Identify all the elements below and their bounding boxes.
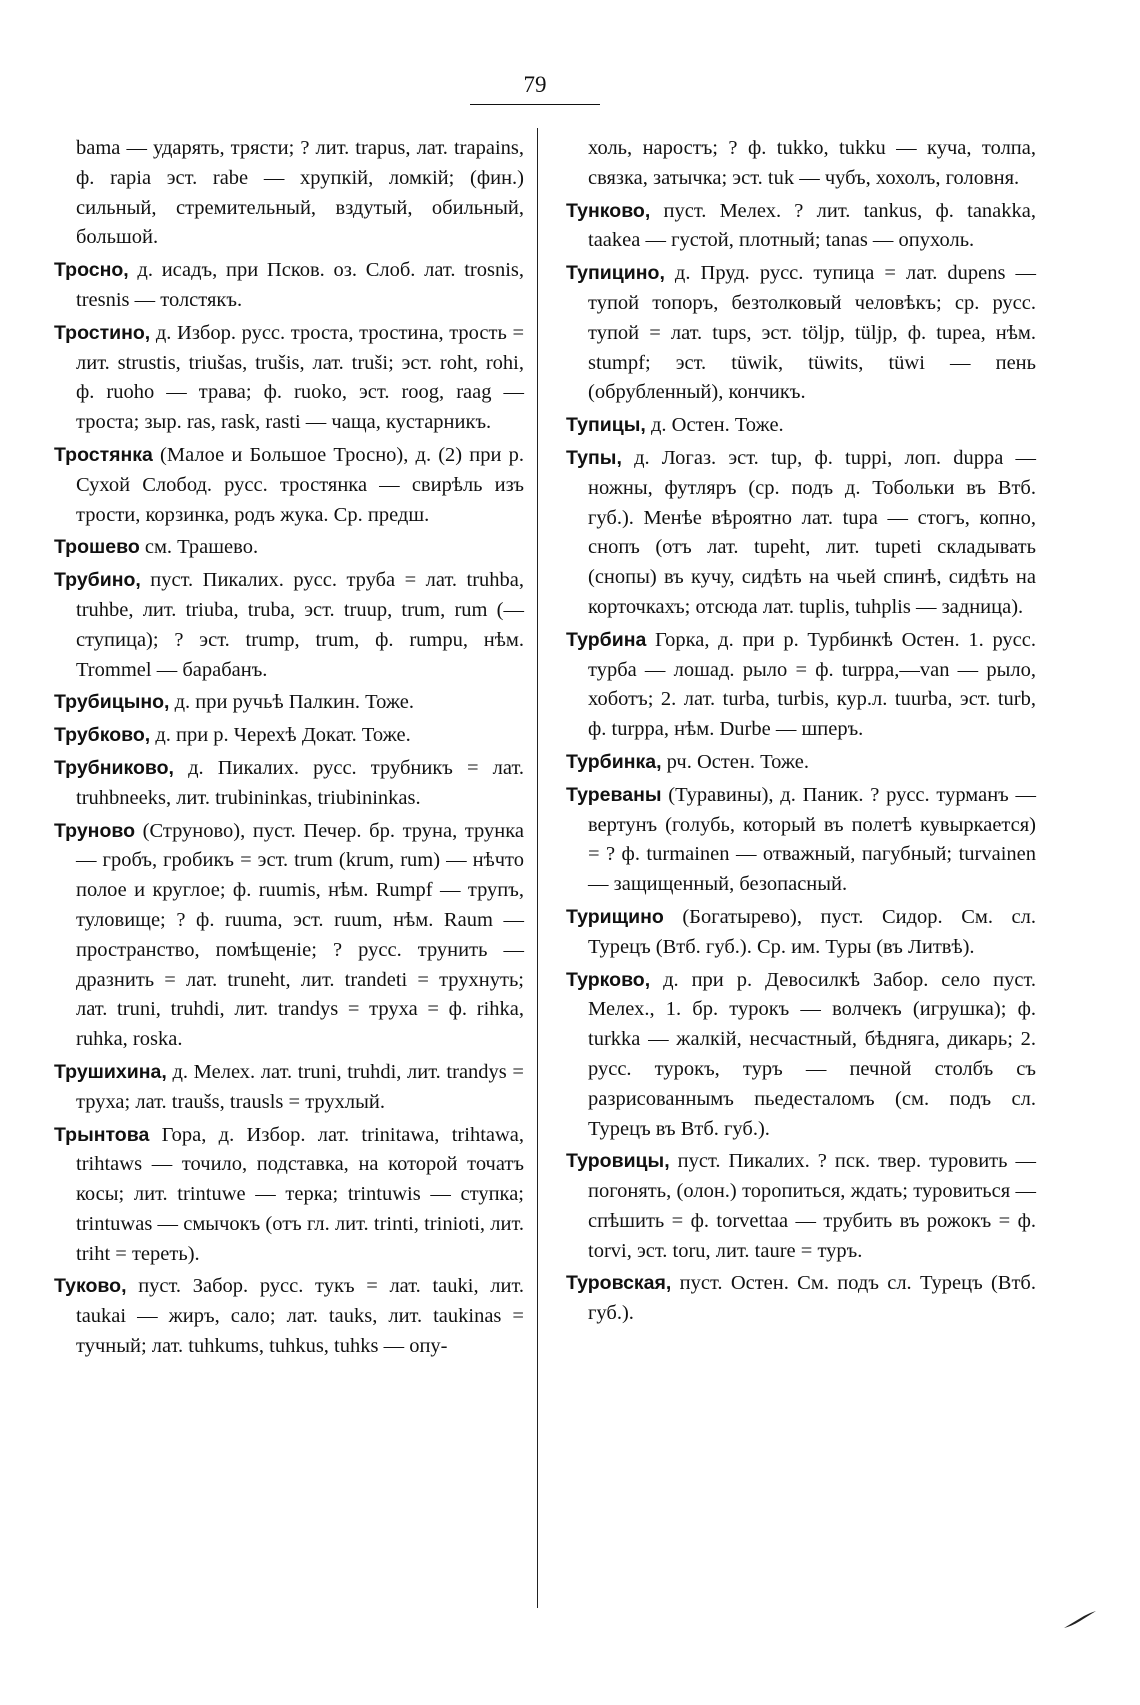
entry-headword: Тупицино, [566, 262, 665, 285]
entry-headword: Турищино [566, 905, 664, 928]
entry-text: пуст. Остен. См. подъ сл. Турецъ (Втб. губ.). [588, 1272, 1036, 1325]
dictionary-entry [54, 1121, 524, 1270]
entry-text: д. Избор. русс. троста, тростина, трость = лит. strustis, triušas, trušis, лат. truši; эст. roht, rohi, ф. ruoho — трава; ф. ruoko, эст. roog, raag — троста; зыр. ras, rask, rasti — чаща, кустарникъ. [76, 321, 525, 434]
entry-headword: Тупицы, [566, 414, 646, 437]
entry-text: д. Пруд. русс. тупица = лат. dupens — тупой топоръ, безтолковый человѣкъ; ср. русс. тупой = лат. tups, эст. töljp, tüljp, ф. tupea, нѣм. stumpf; эст. tüwik, tüwits, tüwi — пень (обрубленный), кончикъ. [588, 262, 1037, 404]
entry-text: д. Остен. Тоже. [650, 414, 784, 437]
entry-headword: Трушихина, [54, 1060, 167, 1083]
dictionary-entry [54, 441, 524, 530]
entry-headword: Тростянка [54, 443, 153, 466]
entry-text: рч. Остен. Тоже. [666, 750, 809, 773]
entry-text: д. при ручьѣ Палкин. Тоже. [174, 691, 415, 714]
entry-headword: Трынтова [54, 1123, 150, 1146]
dictionary-entry [54, 817, 524, 1055]
entry-text: пуст. Забор. русс. тукъ = лат. tauki, лит. taukai — жиръ, сало; лат. tauks, лит. taukinas = тучный; лат. tuhkums, tuhkus, tuhks — опу- [76, 1275, 525, 1358]
dictionary-entry [54, 319, 524, 438]
page-number-rule [470, 104, 600, 105]
entry-headword: Турбинка, [566, 750, 662, 773]
dictionary-entry [566, 781, 1036, 900]
entry-headword: Туровицы, [566, 1150, 670, 1173]
entry-headword: Турбина [566, 628, 647, 651]
entry-text: д. Логаз. эст. tup, ф. tuppi, лоп. duppa — ножны, футляръ (ср. подъ д. Тобольки въ Втб. губ.). Менѣе вѣроятно лат. tupa — стогъ, копно, снопъ (отъ лат. tupeht, лит. tupeti складывать (снопы) въ кучу, сидѣть на чьей спинѣ, сидѣть на корточкахъ; отсюда лат. tuplis, tuhplis — задница). [588, 446, 1037, 618]
entry-text: (Туравины), д. Паник. ? русс. турманъ — вертунъ (голубь, который въ полетѣ кувыркается) = ? ф. turmainen — отважный, пагубный; turvainen — защищенный, безопасный. [588, 783, 1037, 896]
entry-headword: Трубково, [54, 724, 151, 747]
entry-text: пуст. Мелех. ? лит. tankus, ф. tanakka, taakea — густой, плотный; tanas — опухоль. [588, 199, 1036, 252]
entry-text: (Струново), пуст. Печер. бр. труна, трунка — гробъ, гробикъ = эст. trum (krum, rum) — нѣчто полое и круглое; ф. ruumis, нѣм. Rumpf — трупъ, туловище; ? ф. ruuma, эст. ruum, нѣм. Raum — пространство, помѣщеніе; ? русс. трунить — дразнить = лат. truneht, лит. trandeti = трухнуть; лат. truni, truhdi, лит. trandys = труха = ф. rihka, ruhka, roska. [76, 819, 525, 1051]
dictionary-entry [54, 533, 524, 563]
dictionary-entry [54, 256, 524, 316]
dictionary-entry [566, 966, 1036, 1145]
dictionary-entry [54, 721, 524, 751]
entry-text: д. Пикалих. русс. трубникъ = лат. truhbneeks, лит. trubininkas, triubininkas. [76, 756, 524, 809]
entry-headword: Туреваны [566, 783, 662, 806]
dictionary-entry [54, 1058, 524, 1118]
entry-headword: Тростино, [54, 321, 151, 344]
entry-headword: Трошево [54, 536, 140, 559]
dictionary-entry [566, 259, 1036, 408]
flourish-mark-icon [1060, 1608, 1100, 1632]
entry-text: bama — ударять, трясти; ? лит. trapus, лат. trapains, ф. rapia эст. rabe — хрупкій, ломкій; (фин.) сильный, стремительный, вздутый, обильный, большой. [76, 137, 524, 249]
entry-headword: Трубицыно, [54, 691, 170, 714]
entry-headword: Тупы, [566, 446, 622, 469]
entry-text: холь, наростъ; ? ф. tukko, tukku — куча, толпа, связка, затычка; эст. tuk — чубъ, хохолъ, головня. [588, 137, 1036, 189]
entry-text: см. Трашево. [144, 536, 259, 559]
entry-text: д. при р. Девосилкѣ Забор. село пуст. Мелех., 1. бр. турокъ — волчекъ (игрушка); ф. turkka — жалкій, несчастный, бѣдняга, дикарь; 2. русс. турокъ, туръ — печной столбъ съ разрисованнымъ пьедесталомъ (см. подъ сл. Турецъ въ Втб. губ.). [588, 968, 1037, 1140]
entry-headword: Турково, [566, 968, 651, 991]
page-number: 79 [523, 72, 547, 97]
entry-headword: Трубниково, [54, 756, 174, 779]
entry-text: пуст. Пикалих. русс. труба = лат. truhba, truhbe, лит. triuba, truba, эст. truup, trum, rum (— ступица); ? эст. trump, trum, ф. rumpu, нѣм. Trommel — барабанъ. [76, 569, 524, 681]
dictionary-entry [566, 626, 1036, 745]
entry-headword: Тросно, [54, 259, 129, 282]
entry-text: (Богатырево), пуст. Сидор. См. сл. Турецъ (Втб. губ.). Ср. им. Туры (въ Литвѣ). [588, 905, 1037, 958]
left-column [54, 134, 524, 1365]
dictionary-entry [54, 566, 524, 685]
entry-headword: Труново [54, 819, 135, 842]
entry-text: Гора, д. Избор. лат. trinitawa, trihtawa, trihtaws — точило, подставка, на которой точатъ косы; лит. trintuwe — терка; trintuwis — ступка; trintuwas — смычокъ (отъ гл. лит. trinti, trinioti, лит. triht = тереть). [76, 1123, 525, 1265]
dictionary-entry [566, 903, 1036, 963]
entry-headword: Трубино, [54, 569, 141, 592]
dictionary-entry [54, 1272, 524, 1361]
entry-headword: Туково, [54, 1275, 127, 1298]
dictionary-entry [566, 1269, 1036, 1329]
dictionary-entry [566, 1147, 1036, 1266]
dictionary-entry [566, 411, 1036, 441]
dictionary-entry [54, 688, 524, 718]
entry-text: пуст. Пикалих. ? пск. твер. туровить — погонять, (олон.) торопиться, ждать; туровиться — спѣшить = ф. torvettaa — трубить въ рожокъ = ф. torvi, эст. toru, лит. taure = туръ. [588, 1150, 1036, 1262]
entry-text: д. при р. Черехѣ Докат. Тоже. [155, 724, 411, 747]
entry-text: д. Мелех. лат. truni, truhdi, лит. trandys = труха; лат. traušs, trausls = трухлый. [76, 1060, 524, 1113]
right-column [566, 134, 1036, 1332]
dictionary-entry [54, 134, 524, 253]
entry-headword: Туровская, [566, 1272, 672, 1295]
dictionary-entry [566, 134, 1036, 194]
column-divider [537, 128, 538, 1608]
entry-headword: Тунково, [566, 199, 651, 222]
dictionary-entry [566, 748, 1036, 778]
dictionary-entry [566, 444, 1036, 623]
entry-text: (Малое и Большое Тросно), д. (2) при р. Сухой Слобод. русс. тростянка — свирѣль изъ трости, корзинка, родъ жука. Ср. предш. [76, 443, 524, 526]
entry-text: д. исадъ, при Псков. оз. Слоб. лат. trosnis, tresnis — толстякъ. [76, 259, 524, 311]
dictionary-entry [566, 197, 1036, 257]
entry-text: Горка, д. при р. Турбинкѣ Остен. 1. русс. турба — лошад. рыло = ф. turppa,—van — рыло, хоботъ; 2. лат. turba, turbis, кур.л. tuurba, эст. turb, ф. turppa, нѣм. Durbe — шперъ. [588, 628, 1037, 741]
dictionary-entry [54, 754, 524, 814]
